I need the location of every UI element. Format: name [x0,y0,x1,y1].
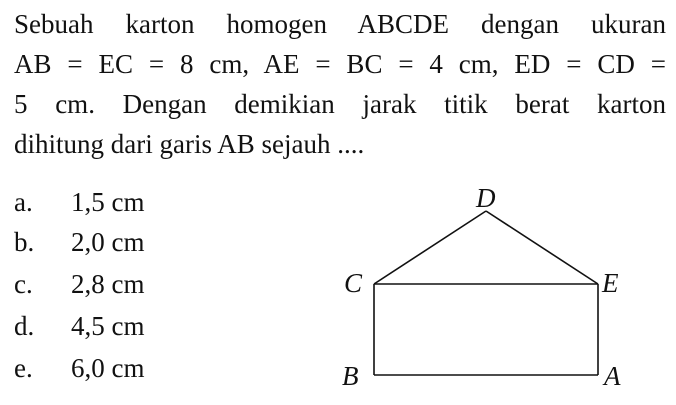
option-letter: a. [14,187,33,217]
option-letter: d. [14,311,35,341]
option-letter: e. [14,353,33,383]
vertex-label-c: C [344,268,363,298]
option-value: 4,5 cm [71,311,145,341]
question-text [14,4,666,164]
vertex-label-d: D [476,185,496,213]
pentagon-figure [330,185,650,400]
vertex-label-b: B [342,361,359,391]
option-letter: c. [14,269,33,299]
option-letter: b. [14,227,35,257]
option-value: 1,5 cm [71,187,145,217]
question-line-4: dihitung dari garis AB sejauh .... [14,129,365,159]
vertex-label-a: A [604,361,621,391]
option-value: 2,0 cm [71,227,145,257]
option-value: 2,8 cm [71,269,145,299]
edge-cd [374,211,486,284]
question-line-3: 5 cm. Dengan demikian jarak titik berat karton [14,89,666,119]
question-line-1: Sebuah karton homogen ABCDE dengan ukuran [14,9,666,39]
pentagon-diagram [330,185,650,400]
edge-de [486,211,598,284]
vertex-label-e: E [602,268,619,298]
question-line-2: AB = EC = 8 cm, AE = BC = 4 cm, ED = CD = [14,49,666,79]
option-value: 6,0 cm [71,353,145,383]
